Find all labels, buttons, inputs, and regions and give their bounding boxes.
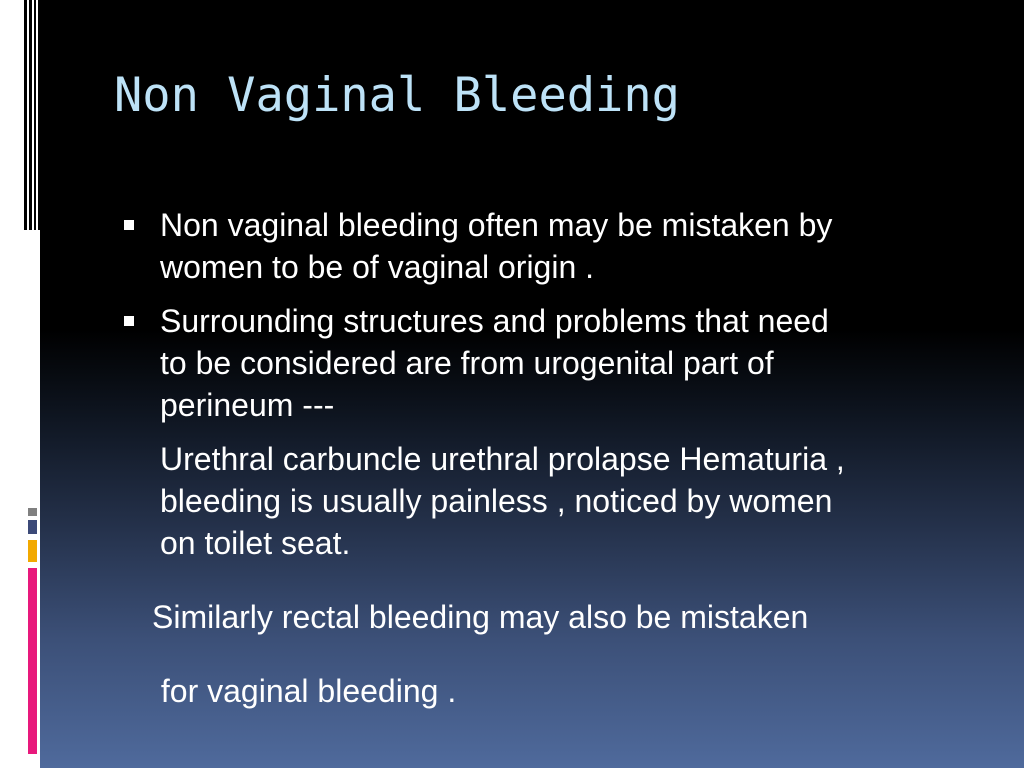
accent-bar-navy <box>28 520 37 534</box>
continuation-paragraph <box>122 438 982 564</box>
square-bullet-icon <box>124 316 134 326</box>
paragraph-line: Similarly rectal bleeding may also be mistaken <box>152 599 809 635</box>
paragraph-line: for vaginal bleeding . <box>152 673 457 709</box>
bullet-line: to be considered are from urogenital part of <box>160 345 774 381</box>
vertical-stripes <box>24 0 40 230</box>
stripe <box>36 0 38 230</box>
accent-bar-gold <box>28 540 37 562</box>
slide-title: Non Vaginal Bleeding <box>114 68 680 123</box>
bullet-line: women to be of vaginal origin . <box>160 249 595 285</box>
accent-bar-gray <box>28 508 37 516</box>
bullet-item <box>122 300 982 426</box>
bullet-line: perineum --- <box>160 387 335 423</box>
bullet-line: Surrounding structures and problems that need <box>160 303 829 339</box>
paragraph-line: Urethral carbuncle urethral prolapse Hematuria , <box>160 441 845 477</box>
stripe <box>27 0 29 230</box>
left-decorative-strip <box>0 0 40 768</box>
bullet-item <box>122 204 982 288</box>
stripe <box>32 0 34 230</box>
paragraph-line: on toilet seat. <box>160 525 351 561</box>
slide-body <box>122 204 982 744</box>
bullet-line: Non vaginal bleeding often may be mistaken by <box>160 207 833 243</box>
trailing-paragraph <box>122 596 982 712</box>
paragraph-line: bleeding is usually painless , noticed by women <box>160 483 833 519</box>
accent-bar-pink <box>28 568 37 754</box>
square-bullet-icon <box>124 220 134 230</box>
